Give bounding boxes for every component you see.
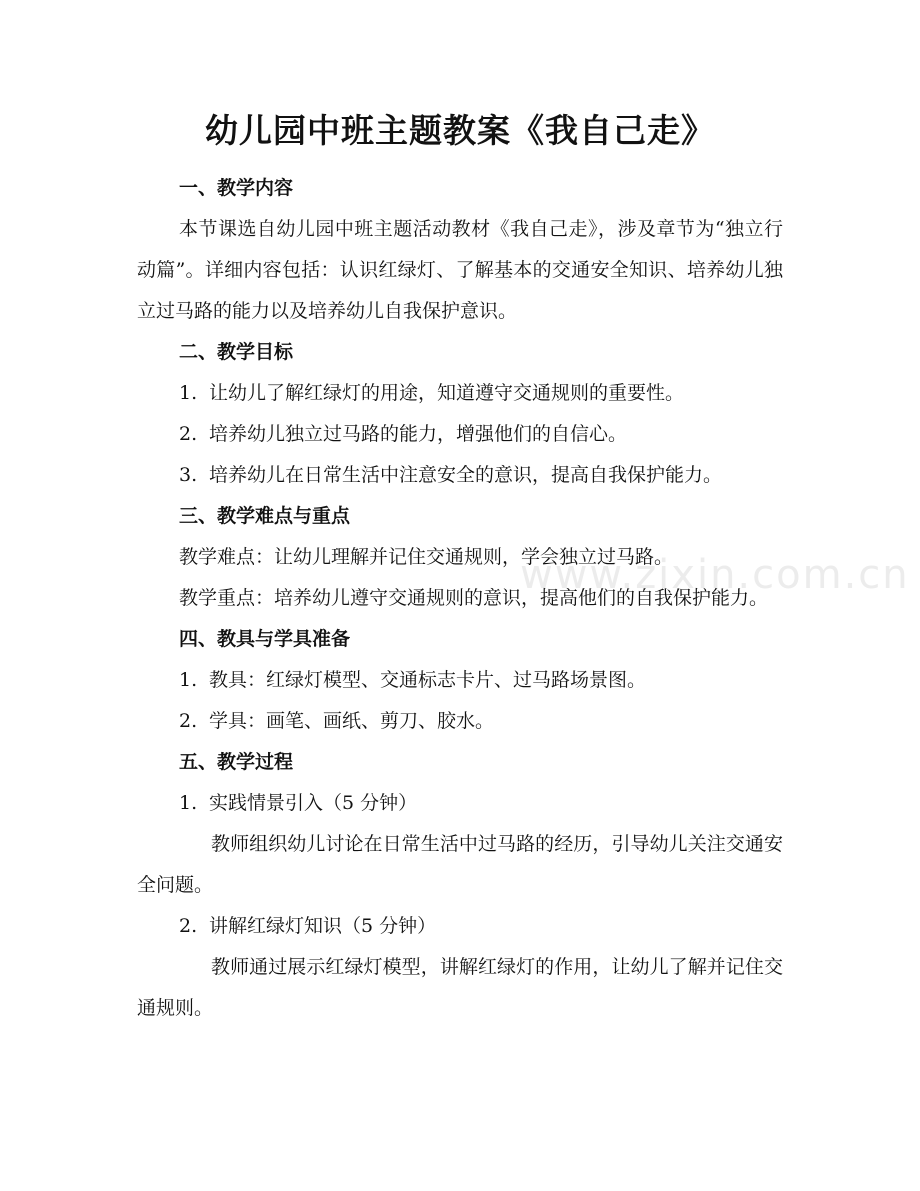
step-title-text: 实践情景引入（5 分钟） — [209, 792, 418, 814]
process-step-title — [137, 783, 783, 824]
process-step-description: 教师通过展示红绿灯模型，讲解红绿灯的作用，让幼儿了解并记住交通规则。 — [137, 956, 783, 1019]
list-item — [137, 660, 783, 701]
section-paragraph-content: 本节课选自幼儿园中班主题活动教材《我自己走》，涉及章节为“独立行动篇”。详细内容包括：认识红绿灯、了解基本的交通安全知识、培养幼儿独立过马路的能力以及培养幼儿自我保护意识。 — [137, 218, 783, 322]
list-item-number: 2. — [179, 423, 198, 445]
document-body — [137, 104, 783, 1029]
list-item-text: 让幼儿了解红绿灯的用途，知道遵守交通规则的重要性。 — [209, 382, 685, 404]
list-item — [137, 701, 783, 742]
section-heading-objectives: 二、教学目标 — [179, 341, 294, 363]
section-heading-difficulties: 三、教学难点与重点 — [179, 505, 351, 527]
list-item-text: 培养幼儿独立过马路的能力，增强他们的自信心。 — [209, 423, 628, 445]
list-item — [137, 373, 783, 414]
document-title: 幼儿园中班主题教案《我自己走》 — [205, 111, 715, 150]
difficulty-paragraph: 教学难点：让幼儿理解并记住交通规则，学会独立过马路。 — [179, 546, 674, 568]
process-step-title — [137, 906, 783, 947]
process-step-description: 教师组织幼儿讨论在日常生活中过马路的经历，引导幼儿关注交通安全问题。 — [137, 833, 783, 896]
list-item — [137, 414, 783, 455]
list-item-number: 2. — [179, 710, 198, 732]
list-item-number: 3. — [179, 464, 198, 486]
list-item-number: 1. — [179, 792, 198, 814]
section-heading-process: 五、教学过程 — [179, 751, 294, 773]
list-item-text: 培养幼儿在日常生活中注意安全的意识，提高自我保护能力。 — [209, 464, 723, 486]
list-item-text: 教具：红绿灯模型、交通标志卡片、过马路场景图。 — [209, 669, 647, 691]
step-title-text: 讲解红绿灯知识（5 分钟） — [209, 915, 437, 937]
section-heading-content: 一、教学内容 — [179, 177, 294, 199]
list-item — [137, 455, 783, 496]
list-item-number: 1. — [179, 669, 198, 691]
focus-paragraph: 教学重点：培养幼儿遵守交通规则的意识，提高他们的自我保护能力。 — [179, 587, 769, 609]
list-item-number: 1. — [179, 382, 198, 404]
list-item-text: 学具：画笔、画纸、剪刀、胶水。 — [209, 710, 495, 732]
watermark: www.zixin.com.cn — [520, 552, 910, 598]
list-item-number: 2. — [179, 915, 198, 937]
section-heading-materials: 四、教具与学具准备 — [179, 628, 351, 650]
